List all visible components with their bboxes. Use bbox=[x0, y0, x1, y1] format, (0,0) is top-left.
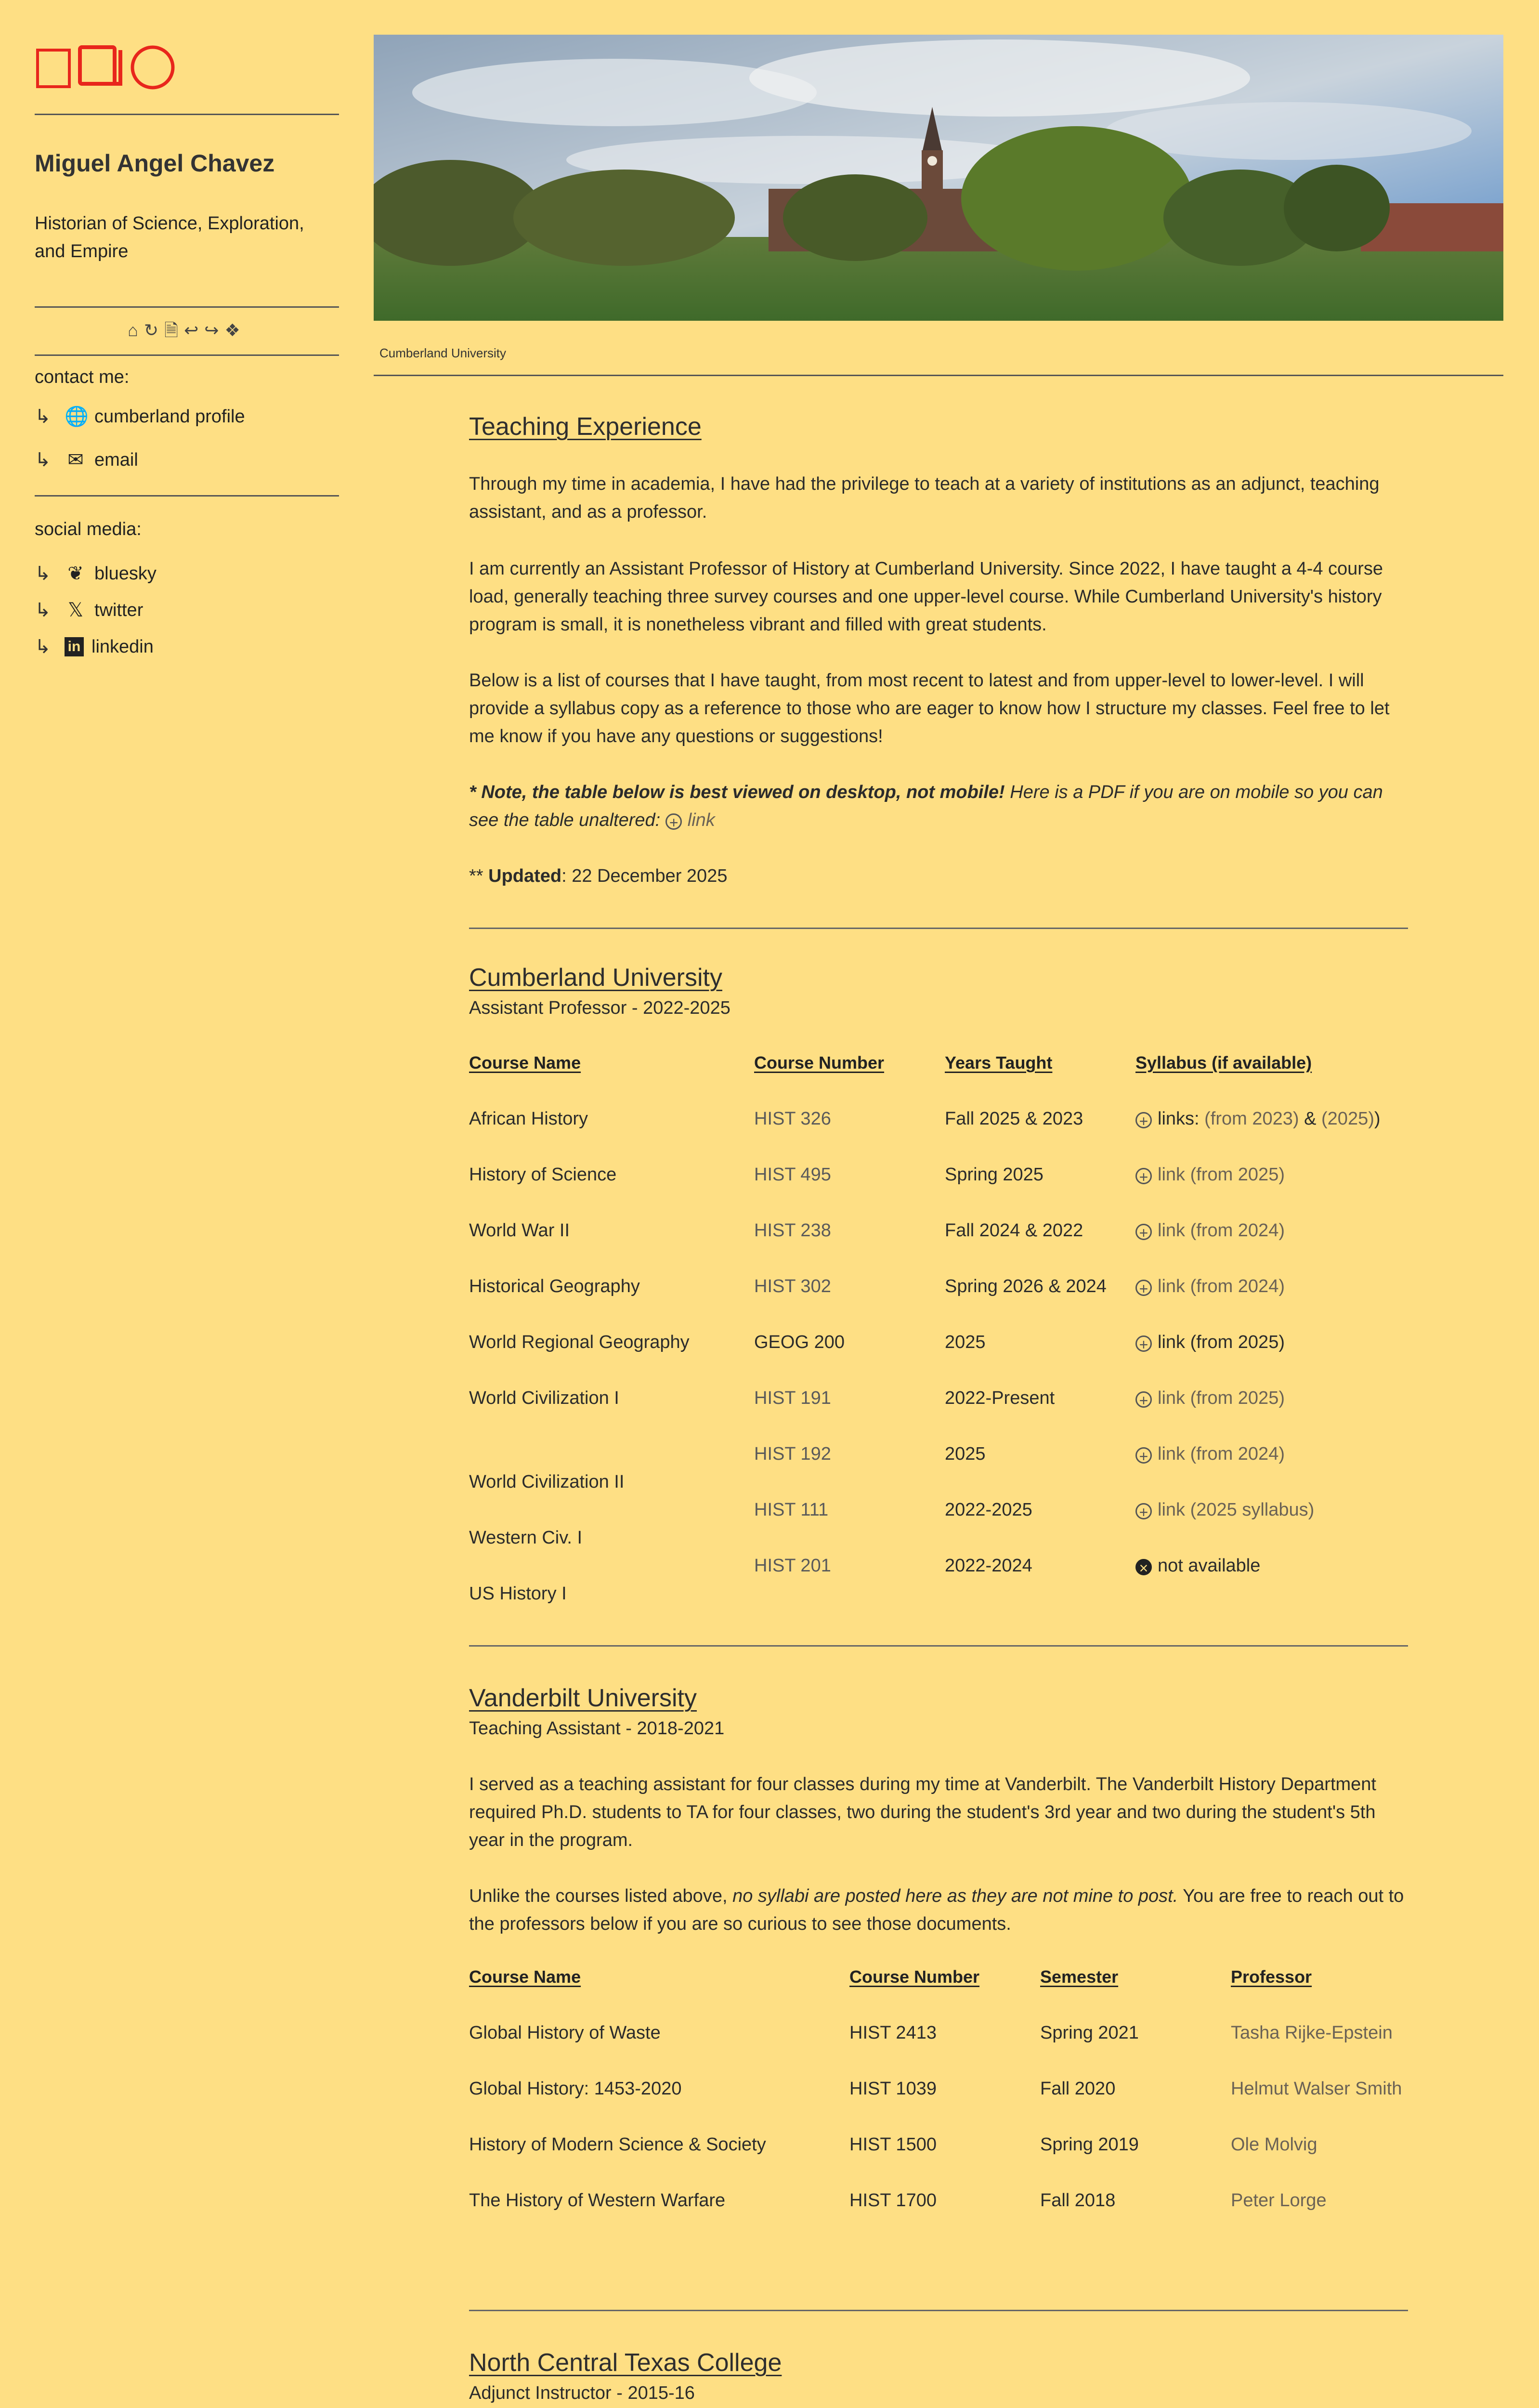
plus-circle-icon: + bbox=[1135, 1168, 1152, 1184]
syllabus-unavailable: not available bbox=[1158, 1556, 1261, 1576]
syllabus-prefix: links: bbox=[1158, 1109, 1205, 1129]
x-icon: 𝕏 bbox=[67, 600, 84, 621]
syllabus-cell[interactable] bbox=[1135, 1165, 1285, 1185]
syllabus-link[interactable]: link (from 2025) bbox=[1158, 1388, 1285, 1408]
syllabus-link[interactable]: link (from 2025) bbox=[1158, 1332, 1285, 1352]
sidebar-divider bbox=[35, 306, 339, 308]
arrow-icon: ↳ bbox=[35, 636, 51, 657]
updated-label: Updated bbox=[488, 866, 562, 886]
contact-link-email[interactable] bbox=[35, 449, 138, 471]
network-icon[interactable]: ❖ bbox=[224, 320, 246, 340]
social-link-label[interactable]: linkedin bbox=[91, 636, 154, 657]
link-icon[interactable]: ↩ bbox=[184, 320, 205, 340]
vanderbilt-paragraph: I served as a teaching assistant for four classes during my time at Vanderbilt. The Vanderbilt History Department required Ph.D. students to TA for four classes, two during the student's 3rd year and two during the student's 5th year in the program. bbox=[469, 1774, 1376, 1850]
mobile-note bbox=[469, 778, 1408, 834]
about-icon[interactable]: ↻ bbox=[144, 320, 165, 340]
years-taught: 2022-2024 bbox=[945, 1556, 1032, 1576]
column-header: Syllabus (if available) bbox=[1135, 1053, 1312, 1073]
section-role: Adjunct Instructor - 2015-16 bbox=[469, 2383, 695, 2403]
semester: Spring 2019 bbox=[1040, 2134, 1139, 2155]
banner-caption: Cumberland University bbox=[379, 346, 506, 360]
social-link-bluesky[interactable] bbox=[35, 563, 157, 585]
course-name: World Regional Geography bbox=[469, 1332, 690, 1352]
years-taught: Spring 2025 bbox=[945, 1165, 1043, 1185]
years-taught: Spring 2026 & 2024 bbox=[945, 1276, 1107, 1296]
social-label: social media: bbox=[35, 519, 142, 539]
campus-banner-image bbox=[374, 35, 1503, 321]
section-title-cumberland[interactable]: Cumberland University bbox=[469, 964, 722, 992]
note-text: Here is a PDF if you are on mobile so you can see the table unaltered: bbox=[469, 782, 1383, 830]
plus-circle-icon: + bbox=[1135, 1112, 1152, 1128]
course-name: Historical Geography bbox=[469, 1276, 640, 1296]
envelope-icon: ✉ bbox=[67, 449, 84, 471]
professor-link[interactable]: Tasha Rijke-Epstein bbox=[1231, 2023, 1393, 2043]
professor-link[interactable]: Ole Molvig bbox=[1231, 2134, 1317, 2155]
syllabus-suffix: ) bbox=[1374, 1109, 1381, 1129]
syllabus-cell bbox=[1135, 1556, 1260, 1576]
sidebar-nav-icons bbox=[35, 318, 339, 347]
plus-circle-icon: + bbox=[1135, 1280, 1152, 1296]
social-link-label[interactable]: twitter bbox=[94, 600, 143, 620]
vanderbilt-paragraph bbox=[469, 1882, 1408, 1938]
social-link-linkedin[interactable] bbox=[35, 636, 154, 658]
contact-link-profile[interactable] bbox=[35, 406, 245, 428]
course-number: HIST 238 bbox=[754, 1220, 831, 1241]
updated-date: : 22 December 2025 bbox=[561, 866, 728, 886]
course-name: World Civilization I bbox=[469, 1388, 619, 1408]
course-name: Global History: 1453-2020 bbox=[469, 2079, 682, 2099]
sidebar-divider bbox=[35, 114, 339, 115]
para-text: You are free to reach out to the professors below if you are so curious to see those documents. bbox=[469, 1886, 1404, 1934]
plus-circle-icon: + bbox=[1135, 1335, 1152, 1352]
sidebar-divider bbox=[35, 354, 339, 356]
updated-line bbox=[469, 862, 1408, 890]
course-name: African History bbox=[469, 1109, 588, 1129]
years-taught: 2022-2025 bbox=[945, 1500, 1032, 1520]
author-tagline: Historian of Science, Exploration, and Empire bbox=[35, 213, 304, 262]
intro-paragraph: I am currently an Assistant Professor of History at Cumberland University. Since 2022, I have taught a 4-4 course load, generally teaching three survey courses and one upper-level course. While Cumberland University's history program is small, it is nonetheless vibrant and filled with great students. bbox=[469, 559, 1383, 635]
updated-prefix: ** bbox=[469, 866, 489, 886]
syllabus-link[interactable]: link (2025 syllabus) bbox=[1158, 1500, 1315, 1520]
social-link-twitter[interactable] bbox=[35, 599, 143, 621]
course-number: HIST 201 bbox=[754, 1556, 831, 1576]
course-name: History of Science bbox=[469, 1165, 617, 1185]
syllabus-separator: & bbox=[1299, 1109, 1322, 1129]
section-divider bbox=[469, 928, 1408, 929]
course-number: GEOG 200 bbox=[754, 1332, 845, 1352]
syllabus-cell[interactable] bbox=[1135, 1276, 1285, 1297]
arrow-icon: ↳ bbox=[35, 449, 51, 471]
syllabus-cell bbox=[1135, 1109, 1381, 1129]
years-taught: 2025 bbox=[945, 1444, 986, 1464]
globe-icon: 🌐 bbox=[65, 406, 89, 427]
syllabus-link[interactable]: link (from 2024) bbox=[1158, 1276, 1285, 1296]
sidebar-divider bbox=[35, 495, 339, 497]
plus-circle-icon: + bbox=[1135, 1224, 1152, 1240]
section-role: Assistant Professor - 2022-2025 bbox=[469, 998, 730, 1018]
course-name: Global History of Waste bbox=[469, 2023, 661, 2043]
section-role: Teaching Assistant - 2018-2021 bbox=[469, 1718, 725, 1739]
course-number: HIST 1039 bbox=[849, 2079, 937, 2099]
professor-link[interactable]: Peter Lorge bbox=[1231, 2190, 1327, 2211]
syllabus-cell[interactable] bbox=[1135, 1220, 1285, 1241]
years-taught: 2022-Present bbox=[945, 1388, 1055, 1408]
plus-circle-icon: + bbox=[1135, 1447, 1152, 1464]
section-title-vanderbilt[interactable]: Vanderbilt University bbox=[469, 1684, 697, 1712]
course-number: HIST 192 bbox=[754, 1444, 831, 1464]
years-taught: Fall 2025 & 2023 bbox=[945, 1109, 1083, 1129]
section-divider bbox=[469, 2310, 1408, 2311]
syllabus-link[interactable]: link (from 2025) bbox=[1158, 1165, 1285, 1185]
x-circle-icon: × bbox=[1135, 1559, 1152, 1575]
para-italic: no syllabi are posted here as they are not mine to post. bbox=[732, 1886, 1178, 1906]
pdf-link[interactable]: link bbox=[687, 810, 715, 830]
linkedin-icon: in bbox=[65, 637, 84, 656]
arrow-icon: ↳ bbox=[35, 406, 51, 427]
column-header: Course Number bbox=[849, 1967, 980, 1987]
years-taught: 2025 bbox=[945, 1332, 986, 1352]
intro-paragraph: Below is a list of courses that I have taught, from most recent to latest and from upper-level to lower-level. I will provide a syllabus copy as a reference to those who are eager to know how I structure my classes. Feel free to let me know if you have any questions or suggestions! bbox=[469, 670, 1390, 746]
social-link-label[interactable]: bluesky bbox=[94, 563, 157, 584]
contact-link-label[interactable]: email bbox=[94, 449, 138, 470]
professor-link[interactable]: Helmut Walser Smith bbox=[1231, 2079, 1402, 2099]
para-text: Unlike the courses listed above, bbox=[469, 1886, 733, 1906]
course-number: HIST 495 bbox=[754, 1165, 831, 1185]
site-logo[interactable] bbox=[35, 44, 179, 92]
course-number: HIST 111 bbox=[754, 1500, 829, 1520]
semester: Spring 2021 bbox=[1040, 2023, 1139, 2043]
syllabus-cell[interactable] bbox=[1135, 1444, 1285, 1465]
course-number: HIST 1500 bbox=[849, 2134, 937, 2155]
arrow-icon: ↳ bbox=[35, 600, 51, 621]
column-header: Semester bbox=[1040, 1967, 1119, 1987]
syllabus-cell[interactable] bbox=[1135, 1388, 1285, 1409]
column-header: Professor bbox=[1231, 1967, 1312, 1987]
course-name: US History I bbox=[469, 1584, 567, 1604]
course-name: Western Civ. I bbox=[469, 1528, 583, 1548]
plus-circle-icon: + bbox=[665, 813, 682, 830]
syllabus-link[interactable]: link (from 2024) bbox=[1158, 1220, 1285, 1241]
course-name: World Civilization II bbox=[469, 1472, 625, 1492]
page-title[interactable]: Teaching Experience bbox=[469, 413, 702, 441]
note-bold: * Note, the table below is best viewed on desktop, not mobile! bbox=[469, 782, 1005, 802]
course-number: HIST 326 bbox=[754, 1109, 831, 1129]
plus-circle-icon: + bbox=[1135, 1503, 1152, 1519]
years-taught: Fall 2024 & 2022 bbox=[945, 1220, 1083, 1241]
butterfly-icon: ❦ bbox=[67, 563, 84, 584]
syllabus-link[interactable]: (2025) bbox=[1321, 1109, 1374, 1129]
section-title-nctc[interactable]: North Central Texas College bbox=[469, 2349, 782, 2377]
arrow-icon: ↳ bbox=[35, 563, 51, 584]
syllabus-link[interactable]: (from 2023) bbox=[1204, 1109, 1299, 1129]
syllabus-cell[interactable] bbox=[1135, 1500, 1314, 1520]
contact-link-label[interactable]: cumberland profile bbox=[94, 406, 245, 427]
semester: Fall 2020 bbox=[1040, 2079, 1116, 2099]
document-icon[interactable]: 🗎 bbox=[164, 320, 184, 340]
syllabus-link[interactable]: link (from 2024) bbox=[1158, 1444, 1285, 1464]
home-icon[interactable]: ⌂ bbox=[128, 320, 144, 340]
course-name: The History of Western Warfare bbox=[469, 2190, 726, 2211]
plus-circle-icon: + bbox=[1135, 1391, 1152, 1408]
course-number: HIST 191 bbox=[754, 1388, 831, 1408]
course-number: HIST 302 bbox=[754, 1276, 831, 1296]
course-name: World War II bbox=[469, 1220, 570, 1241]
intro-paragraph: Through my time in academia, I have had the privilege to teach at a variety of institutions as an adjunct, teaching assistant, and as a professor. bbox=[469, 474, 1380, 522]
course-number: HIST 2413 bbox=[849, 2023, 937, 2043]
banner-divider bbox=[374, 375, 1503, 376]
semester: Fall 2018 bbox=[1040, 2190, 1116, 2211]
section-divider bbox=[469, 1645, 1408, 1647]
share-icon[interactable]: ↪ bbox=[204, 320, 225, 340]
syllabus-cell[interactable] bbox=[1135, 1332, 1285, 1353]
column-header: Course Number bbox=[754, 1053, 885, 1073]
course-name: History of Modern Science & Society bbox=[469, 2134, 766, 2155]
author-name[interactable]: Miguel Angel Chavez bbox=[35, 150, 275, 177]
course-number: HIST 1700 bbox=[849, 2190, 937, 2211]
column-header: Years Taught bbox=[945, 1053, 1053, 1073]
column-header: Course Name bbox=[469, 1053, 581, 1073]
column-header: Course Name bbox=[469, 1967, 581, 1987]
contact-label: contact me: bbox=[35, 367, 130, 387]
